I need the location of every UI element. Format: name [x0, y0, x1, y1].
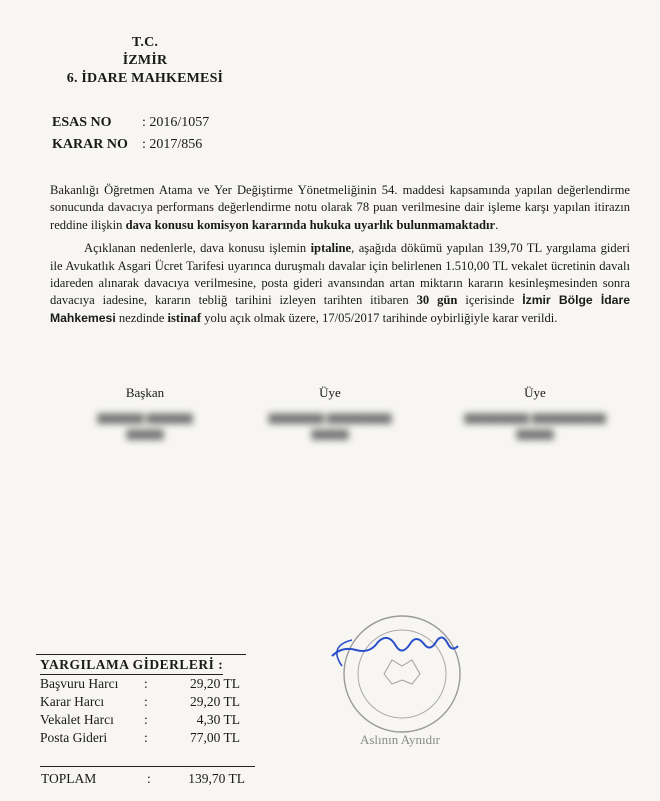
header-tc: T.C. — [131, 35, 159, 50]
cost-row — [40, 675, 240, 693]
signature-role: Başkan — [125, 385, 165, 400]
costs-table — [40, 675, 240, 747]
stamp-seal-icon — [322, 608, 482, 748]
paragraph-2 — [50, 240, 630, 327]
cost-label: Vekalet Harcı — [40, 712, 114, 727]
karar-row — [52, 134, 209, 156]
p2-bold-1: iptaline — [310, 241, 352, 256]
p2-bold-2: 30 gün — [416, 293, 458, 308]
cost-sep: : — [144, 730, 148, 745]
case-info — [52, 112, 209, 156]
signature-role: Üye — [319, 385, 341, 400]
p2-text-5: yolu açık olmak üzere, 17/05/2017 tarihinde oybirliğiyle karar verildi. — [201, 310, 558, 325]
cost-amount: 29,20 TL — [190, 694, 240, 709]
karar-label: KARAR NO — [52, 137, 128, 152]
total-rule — [40, 766, 255, 767]
cost-sep: : — [144, 694, 148, 709]
signature-member-2 — [450, 385, 620, 441]
costs-total — [40, 766, 255, 788]
p1-text: Bakanlığı Öğretmen Atama ve Yer Değiştirme Yönetmeliğinin 54. maddesi kapsamında yapılan değerlendirme sonucunda davacıya performans değerlendirme notu olarak 78 puan verilmesine dair işleme karşı yapılan itirazın reddine ilişkin — [50, 183, 630, 232]
paragraph-1 — [50, 182, 630, 234]
redacted-name: ▆▆▆▆▆▆▆ ▆▆▆▆▆▆▆▆ ▆▆▆▆ — [464, 410, 606, 440]
p2-bold-3: İzmir Bölge İdare Mahkemesi — [50, 293, 630, 325]
signature-president — [60, 385, 230, 441]
decision-text — [50, 182, 630, 333]
p2-bold-4: istinaf — [167, 310, 202, 325]
cost-amount: 29,20 TL — [190, 676, 240, 691]
cost-label: Başvuru Harcı — [40, 676, 119, 691]
p2-text-1: Açıklanan nedenlerle, dava konusu işlemin — [84, 241, 311, 256]
cost-sep: : — [144, 712, 148, 727]
cost-row — [40, 711, 240, 729]
total-table — [40, 770, 246, 788]
cost-sep: : — [144, 676, 148, 691]
total-label: TOPLAM — [41, 771, 97, 786]
header-city: İZMİR — [122, 53, 168, 68]
p1-end: . — [495, 217, 499, 232]
costs-title: YARGILAMA GİDERLERİ : — [40, 657, 223, 675]
esas-value: : 2016/1057 — [142, 115, 210, 130]
redacted-name: ▆▆▆▆▆▆ ▆▆▆▆▆▆▆ ▆▆▆▆ — [268, 410, 392, 440]
p2-text-3: içerisinde — [457, 293, 523, 308]
total-row — [40, 770, 246, 788]
cost-amount: 4,30 TL — [196, 712, 240, 727]
court-header — [60, 34, 230, 88]
signature-member-1 — [245, 385, 415, 441]
header-court: 6. İDARE MAHKEMESİ — [66, 71, 224, 86]
p2-text-2: , aşağıda dökümü yapılan 139,70 TL yargılama gideri ile Avukatlık Asgari Ücret Tarifesi uyarınca duruşmalı davalar için belirlenen 1.510,00 TL vekalet ücretinin davalı idareden alınarak davacıya verilmesine, posta gideri avansından artan miktarın kararın kesinleşmesinden sonra davacıya iadesine, kararın tebliğ tarihini izleyen tarihten itibaren — [50, 241, 630, 308]
court-stamp — [322, 608, 482, 748]
redacted-name: ▆▆▆▆▆ ▆▆▆▆▆ ▆▆▆▆ — [97, 410, 193, 440]
signature-role: Üye — [524, 385, 546, 400]
p1-bold: dava konusu komisyon kararında hukuka uyarlık bulunmamaktadır — [125, 217, 496, 232]
cost-amount: 77,00 TL — [190, 730, 240, 745]
costs-block — [36, 650, 256, 747]
cost-label: Posta Gideri — [40, 730, 108, 745]
total-amount: 139,70 TL — [188, 771, 245, 786]
karar-value: : 2017/856 — [142, 137, 203, 152]
stamp-caption: Aslının Aynıdır — [359, 732, 441, 747]
costs-top-rule — [36, 654, 246, 655]
total-sep: : — [147, 771, 151, 786]
esas-row — [52, 112, 209, 134]
cost-row — [40, 729, 240, 747]
esas-label: ESAS NO — [52, 115, 112, 130]
p2-text-4: nezdinde — [115, 310, 168, 325]
cost-label: Karar Harcı — [40, 694, 105, 709]
cost-row — [40, 693, 240, 711]
